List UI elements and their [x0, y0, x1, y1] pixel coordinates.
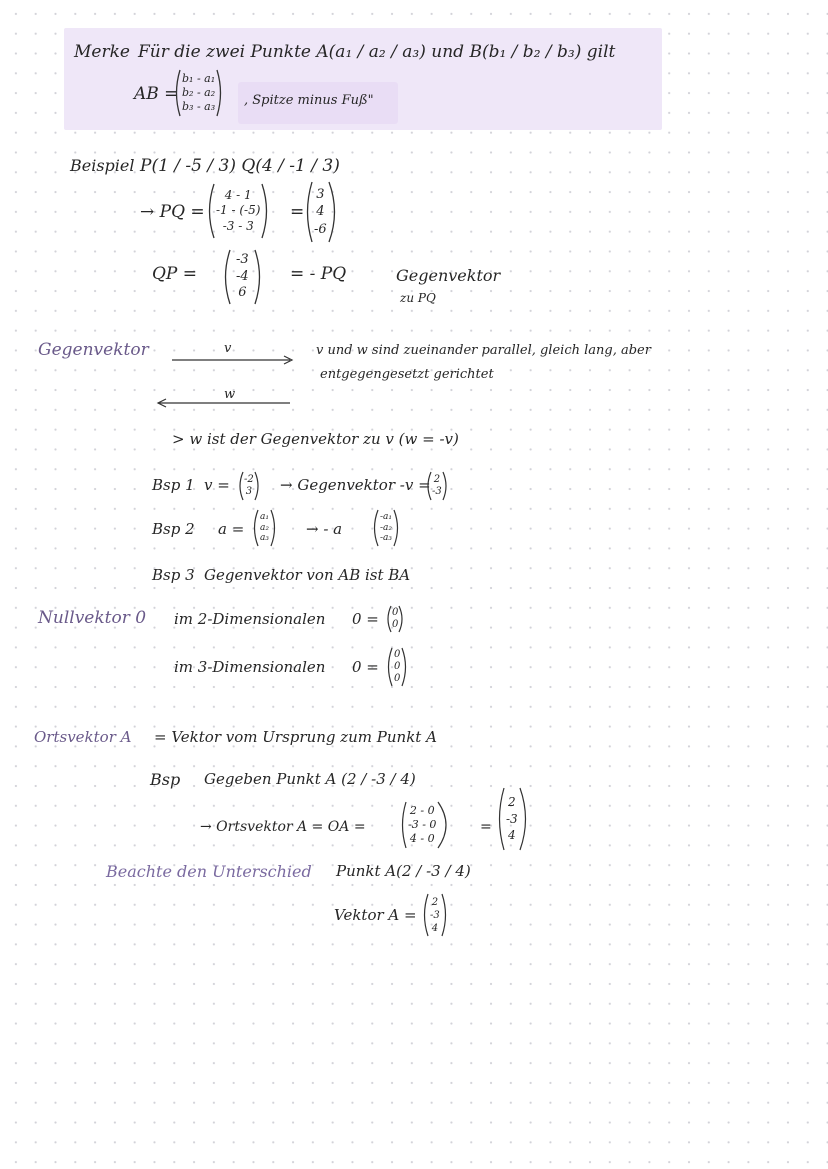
- ortsvektor-definition: = Vektor vom Ursprung zum Punkt A: [154, 728, 437, 746]
- ortsvektor-side-label: Ortsvektor A: [34, 728, 132, 746]
- bsp2-result-row-2: -a₂: [380, 522, 393, 533]
- ortsvektor-given: Gegeben Punkt A (2 / -3 / 4): [204, 770, 416, 788]
- gegenvektor-desc-1: v und w sind zueinander parallel, gleich lang, aber: [316, 343, 651, 358]
- v-label: v: [224, 341, 232, 356]
- null3d-row-2: 0: [394, 661, 401, 672]
- os-calc-row-3: 4 - 0: [409, 831, 435, 845]
- null3d-row-1: 0: [394, 649, 401, 660]
- pq-calc-row-2: -1 - (-5): [216, 203, 261, 218]
- qp-prefix: QP =: [152, 264, 198, 284]
- bsp2-negative: → - a: [306, 520, 343, 538]
- os-result-row-2: -3: [506, 811, 518, 826]
- bsp2-label: Bsp 2: [152, 520, 195, 538]
- nullvektor-side-label: Nullvektor 0: [38, 608, 147, 628]
- beachte-vektor: Vektor A =: [334, 906, 417, 924]
- os-result-row-3: 4: [508, 828, 516, 843]
- bsp2-result-row-1: -a₁: [380, 511, 393, 522]
- gegenvektor-note-2: zu PQ: [400, 291, 436, 305]
- ab-label: AB =: [134, 84, 179, 104]
- pq-equals: =: [290, 202, 305, 222]
- merke-text: Für die zwei Punkte A(a₁ / a₂ / a₃) und B(b₁ / b₂ / b₃) gilt: [138, 42, 616, 62]
- bsp1-gegenvektor: → Gegenvektor -v =: [280, 476, 431, 494]
- ortsvektor-bsp: Bsp: [150, 770, 181, 789]
- os-calc-row-2: -3 - 0: [408, 818, 437, 832]
- beachte-row-3: 4: [431, 922, 439, 934]
- ortsvektor-equals: =: [480, 819, 492, 835]
- nullvektor-3d-label: im 3-Dimensionalen: [174, 658, 326, 676]
- merke-label: Merke: [74, 42, 130, 62]
- bsp1-v: v =: [204, 476, 230, 494]
- gegenvektor-definition: > w ist der Gegenvektor zu v (w = -v): [172, 430, 459, 448]
- bsp1-label: Bsp 1: [152, 476, 195, 494]
- w-label: w: [224, 387, 236, 402]
- beachte-label: Beachte den Unterschied: [106, 862, 312, 881]
- pq-result-row-2: 4: [316, 204, 325, 220]
- null2d-row-1: 0: [392, 607, 399, 618]
- qp-row-1: -3: [236, 251, 249, 267]
- pq-calc-row-1: 4 - 1: [224, 187, 252, 202]
- ab-row-3: b₃ - a₃: [182, 99, 216, 113]
- bsp1-result-row-2: -3: [432, 486, 442, 497]
- bsp1-row-2: 3: [245, 486, 253, 497]
- qp-suffix: = - PQ: [290, 264, 347, 284]
- bsp2-row-3: a₃: [260, 533, 269, 544]
- bsp2-row-2: a₂: [260, 522, 269, 533]
- ab-row-1: b₁ - a₁: [182, 72, 216, 86]
- bsp1-vector: [236, 470, 262, 502]
- bsp1-row-1: -2: [244, 474, 254, 485]
- bsp3-text: Gegenvektor von AB ist BA: [204, 566, 411, 584]
- qp-row-3: 6: [238, 285, 247, 301]
- pq-calc-row-3: -3 - 3: [222, 218, 254, 233]
- bsp2-row-1: a₁: [260, 511, 269, 522]
- nullvektor-2d-eq: 0 =: [352, 610, 379, 628]
- nullvektor-2d-vector: [384, 604, 406, 634]
- qp-row-2: -4: [236, 268, 249, 284]
- ortsvektor-calc: → Ortsvektor A = OA =: [200, 819, 366, 835]
- null3d-row-3: 0: [394, 673, 401, 684]
- bsp2-a: a =: [218, 520, 245, 538]
- bsp3-label: Bsp 3: [152, 566, 195, 584]
- bsp2-result-vector: [370, 508, 402, 548]
- beachte-row-2: -3: [430, 909, 440, 921]
- os-calc-row-1: 2 - 0: [409, 804, 435, 818]
- beachte-row-1: 2: [431, 896, 439, 908]
- bsp2-result-row-3: -a₃: [380, 533, 393, 544]
- beispiel-label: Beispiel: [70, 156, 135, 175]
- beachte-vektor-column: [420, 892, 450, 938]
- pq-result-row-1: 3: [316, 186, 325, 202]
- bsp2-vector: [250, 508, 279, 548]
- gegenvektor-side-label: Gegenvektor: [38, 340, 149, 360]
- bsp1-result-row-1: 2: [433, 474, 441, 485]
- nullvektor-3d-eq: 0 =: [352, 658, 379, 676]
- nullvektor-2d-label: im 2-Dimensionalen: [174, 610, 326, 628]
- bsp1-result-vector: [424, 470, 450, 502]
- gegenvektor-desc-2: entgegengesetzt gerichtet: [320, 367, 494, 382]
- null2d-row-2: 0: [392, 619, 399, 630]
- spitze-minus-fuss-note: , Spitze minus Fuß": [244, 93, 374, 108]
- gegenvektor-note: Gegenvektor: [396, 266, 501, 285]
- ortsvektor-calc-vector: [398, 800, 458, 850]
- pq-result-row-3: -6: [314, 221, 327, 237]
- nullvektor-3d-vector: [384, 646, 410, 688]
- os-result-row-1: 2: [508, 794, 516, 809]
- beispiel-points: P(1 / -5 / 3) Q(4 / -1 / 3): [140, 156, 340, 176]
- ab-row-2: b₂ - a₂: [182, 86, 216, 100]
- pq-prefix: → PQ =: [140, 202, 205, 222]
- beachte-punkt: Punkt A(2 / -3 / 4): [336, 862, 471, 880]
- ortsvektor-result-vector: [494, 786, 532, 852]
